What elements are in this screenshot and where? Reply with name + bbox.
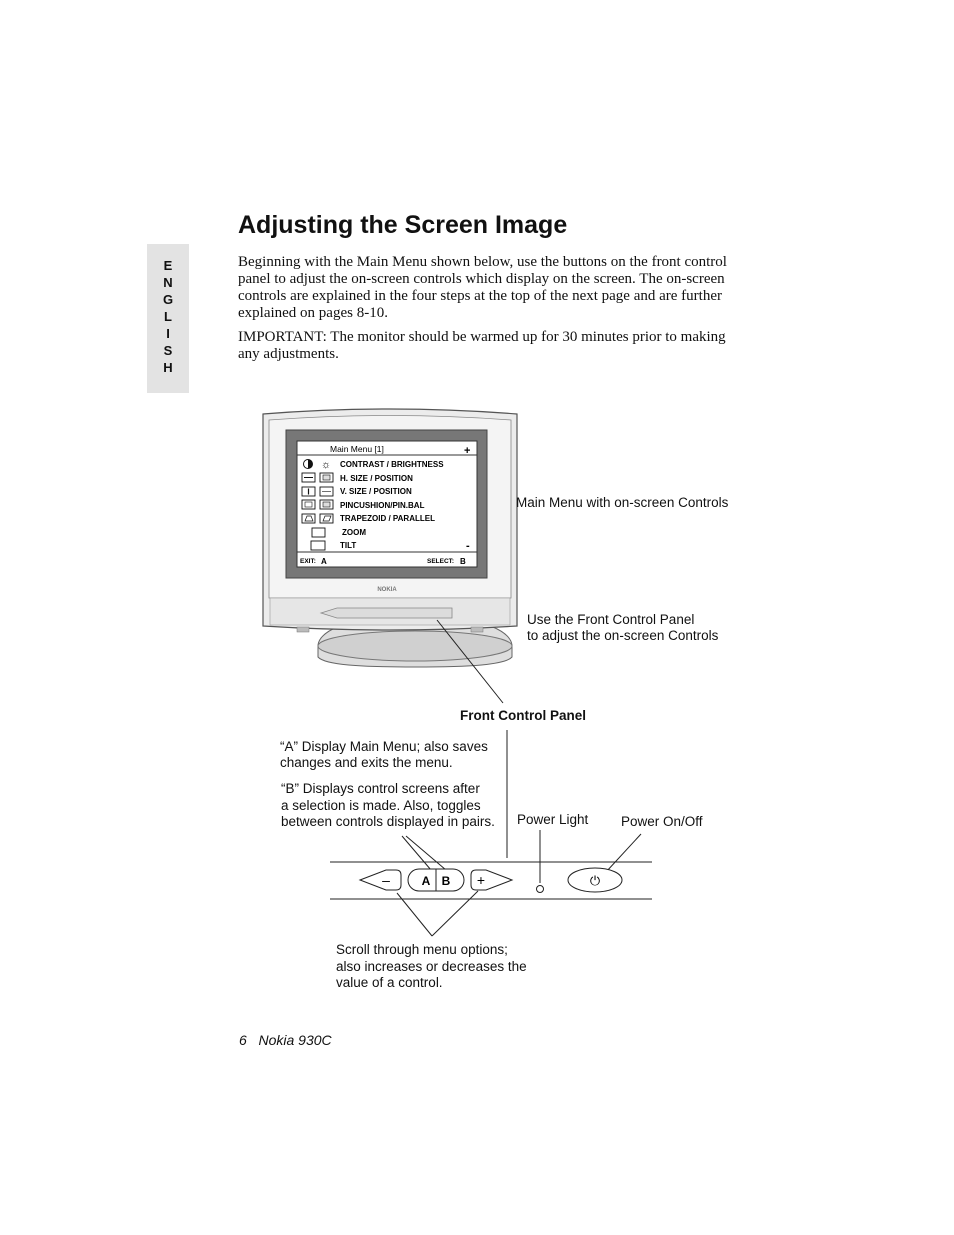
minus-button[interactable]: [360, 870, 401, 890]
minus-button-label: –: [382, 872, 390, 888]
b-button-label: B: [441, 874, 451, 888]
page-footer: [239, 1032, 332, 1048]
front-panel-callout-line2: to adjust the on-screen Controls: [527, 628, 719, 643]
front-control-panel: [330, 862, 652, 899]
a-button-desc-line2: changes and exits the menu.: [280, 755, 453, 770]
power-onoff-label: Power On/Off: [621, 814, 703, 829]
menu-item: TILT: [340, 541, 357, 550]
select-key: B: [460, 557, 466, 566]
b-button-desc-line2: a selection is made. Also, toggles: [281, 798, 481, 813]
power-light-label: Power Light: [517, 812, 589, 827]
trapezoid-icon: [302, 514, 315, 523]
scroll-desc-line1: Scroll through menu options;: [336, 942, 508, 957]
front-control-panel-heading: Front Control Panel: [460, 708, 586, 723]
language-letter: E: [163, 258, 173, 273]
power-switch-leader: [606, 834, 641, 872]
language-letter: G: [162, 292, 174, 307]
exit-key: A: [321, 557, 327, 566]
menu-item: CONTRAST / BRIGHTNESS: [340, 460, 444, 469]
menu-item: H. SIZE / POSITION: [340, 474, 413, 483]
intro-paragraph: Beginning with the Main Menu shown below, use the buttons on the front control panel to adjust the on-screen controls which display on the screen. The on-screen controls are explained in the four steps at the top of the next page and are further explained on pages 8-10.: [238, 254, 727, 321]
language-letter: S: [163, 343, 173, 358]
b-button-desc-line1: “B” Displays control screens after: [281, 781, 480, 796]
a-button-desc-line1: “A” Display Main Menu; also saves: [280, 739, 488, 754]
menu-item: TRAPEZOID / PARALLEL: [340, 514, 435, 523]
front-panel-callout-line1: Use the Front Control Panel: [527, 612, 695, 627]
plus-button-label: +: [476, 872, 486, 888]
brand-logo: NOKIA: [377, 587, 397, 593]
language-letter: H: [163, 360, 173, 375]
language-letter: I: [166, 326, 170, 341]
plus-leader: [432, 891, 478, 936]
parallel-icon: [320, 514, 333, 523]
page-number: 6: [239, 1032, 247, 1048]
power-icon: ⏻: [589, 873, 601, 888]
power-button[interactable]: [568, 868, 622, 892]
select-label: SELECT:: [427, 558, 455, 565]
page-title: Adjusting the Screen Image: [238, 211, 568, 239]
zoom-icon: [312, 528, 325, 537]
a-button-label: A: [421, 874, 431, 888]
monitor-illustration: [263, 409, 517, 667]
plus-button[interactable]: [471, 870, 512, 890]
menu-item: PINCUSHION/PIN.BAL: [340, 501, 425, 510]
menu-item: ZOOM: [342, 528, 366, 537]
tilt-icon: [311, 541, 325, 550]
important-paragraph: IMPORTANT: The monitor should be warmed up for 30 minutes prior to making any adjustments.: [238, 329, 726, 362]
exit-label: EXIT:: [300, 558, 316, 565]
scroll-desc-line2: also increases or decreases the: [336, 959, 527, 974]
menu-plus: +: [464, 445, 471, 457]
power-light-indicator: [537, 886, 544, 893]
main-menu-callout: Main Menu with on-screen Controls: [516, 495, 729, 510]
menu-minus: -: [466, 540, 470, 552]
product-name: Nokia 930C: [258, 1032, 332, 1048]
scroll-desc-line3: value of a control.: [336, 975, 443, 990]
ab-button[interactable]: [408, 869, 464, 891]
language-letter: N: [163, 275, 173, 290]
language-letter: L: [164, 309, 172, 324]
menu-title: Main Menu [1]: [330, 444, 384, 454]
b-button-desc-line3: between controls displayed in pairs.: [281, 814, 495, 829]
brightness-icon: ☼: [320, 459, 332, 471]
menu-item: V. SIZE / POSITION: [340, 487, 412, 496]
